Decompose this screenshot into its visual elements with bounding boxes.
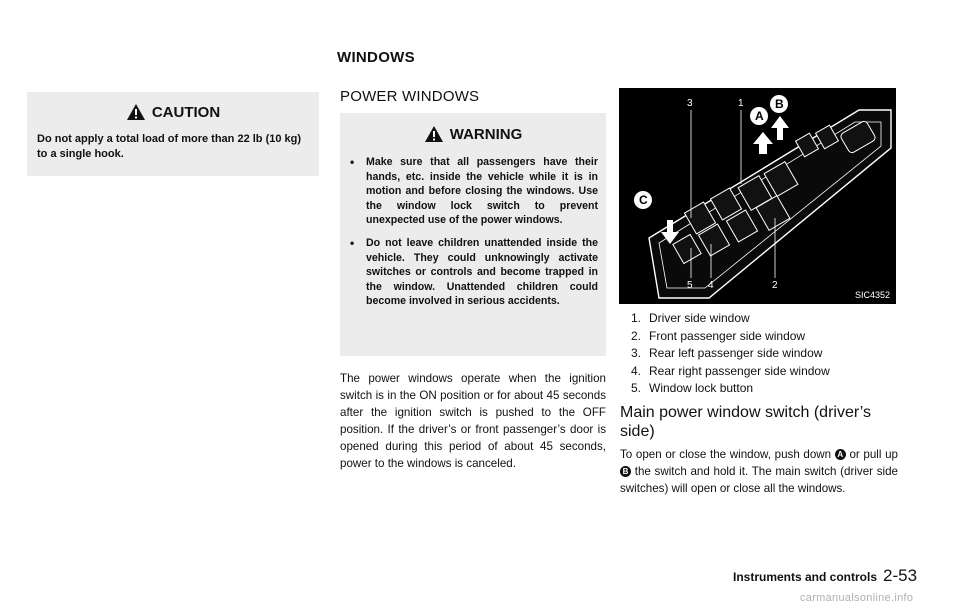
callout-label: 4 <box>708 280 714 291</box>
warning-item: • Make sure that all passengers have their hands, etc. inside the vehicle while it is in motion and before closing the windows. Use the window lock switch to prevent unexpected use of the power windows. <box>350 155 598 228</box>
callout-label: 1 <box>738 98 744 109</box>
legend-item: 2. Front passenger side window <box>630 328 806 343</box>
page-footer <box>733 566 917 586</box>
warning-heading <box>340 113 606 155</box>
warning-item: • Do not leave children unattended inside the vehicle. They could unknowingly activate switches or controls and become trapped in the window. Unattended children could become involved in serious accidents. <box>350 236 598 309</box>
power-windows-title: POWER WINDOWS <box>340 88 480 105</box>
main-switch-paragraph: To open or close the window, push down A or pull up B the switch and hold it. The main switch (driver side switches) will open or close all the windows. <box>620 448 898 495</box>
caution-title: CAUTION <box>151 103 221 121</box>
callout-label: 5 <box>687 280 693 291</box>
warning-triangle-icon <box>424 125 444 143</box>
circled-letter-b: B <box>620 466 631 477</box>
warning-list <box>340 155 606 309</box>
caution-box <box>27 92 319 176</box>
legend-item: 5. Window lock button <box>630 381 754 395</box>
warning-box <box>340 113 606 356</box>
window-switch-illustration <box>619 88 896 304</box>
callout-letter: A <box>755 109 764 123</box>
page-number: 2-53 <box>883 566 918 585</box>
callout-letter: B <box>775 97 784 111</box>
caution-text: Do not apply a total load of more than 22 lb (10 kg) to a single hook. <box>37 133 302 160</box>
main-switch-heading: Main power window switch (driver’s side) <box>620 404 872 440</box>
caution-heading <box>27 92 319 132</box>
figure-legend <box>623 310 830 398</box>
window-switch-figure <box>619 88 896 304</box>
warning-triangle-icon <box>126 103 146 121</box>
warning-title: WARNING <box>449 125 523 143</box>
callout-letter: C <box>639 193 648 207</box>
legend-item: 3. Rear left passenger side window <box>630 346 823 360</box>
legend-item: 4. Rear right passenger side window <box>630 363 830 378</box>
callout-label: 2 <box>772 280 778 291</box>
legend-item: 1. Driver side window <box>630 311 750 325</box>
footer-section: Instruments and controls <box>733 570 878 584</box>
power-windows-paragraph: The power windows operate when the ignition switch is in the ON position or for about 45 seconds after the ignition switch is pushed to the OFF position. If the driver’s or front passenger’s door is opened during this period of about 45 seconds, power to the windows is canceled. <box>340 372 606 470</box>
circled-letter-a: A <box>835 449 846 460</box>
watermark: carmanualsonline.info <box>800 592 914 604</box>
figure-code: SIC4352 <box>854 290 890 300</box>
section-header: WINDOWS <box>337 49 415 66</box>
callout-label: 3 <box>687 98 693 109</box>
